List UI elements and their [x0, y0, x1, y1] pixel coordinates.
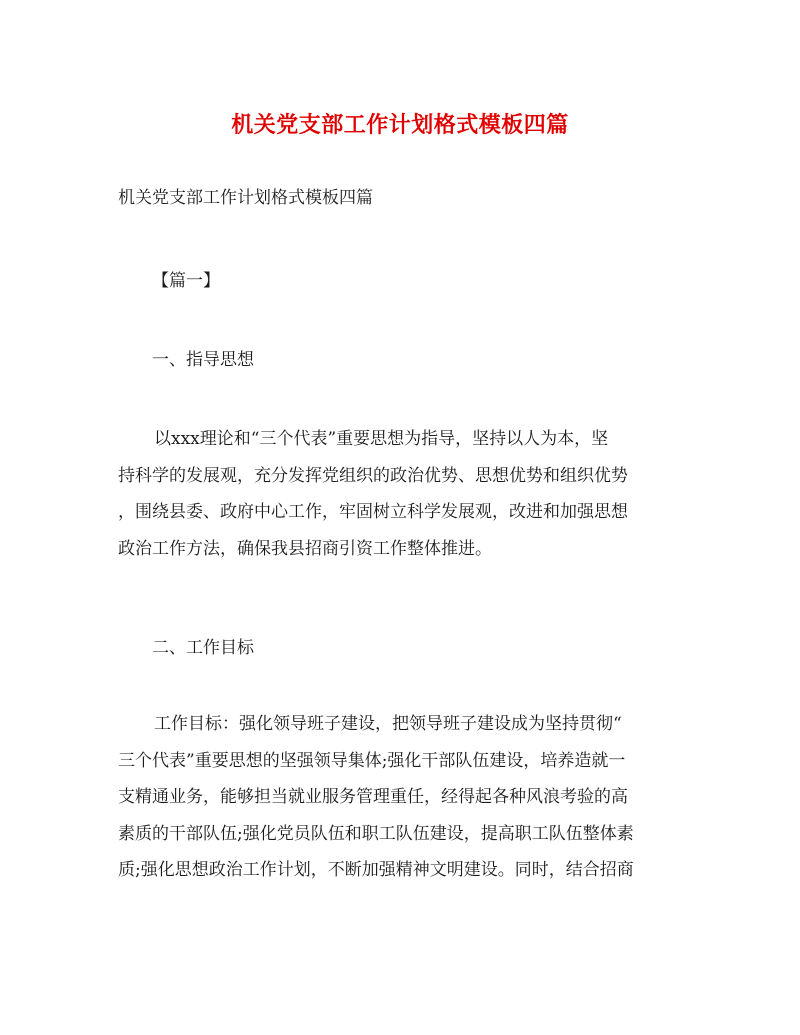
- paragraph-line: 三个代表”重要思想的坚强领导集体;强化干部队伍建设，培养造就一: [118, 750, 626, 771]
- paragraph-line: ，围绕县委、政府中心工作，牢固树立科学发展观，改进和加强思想: [118, 502, 628, 522]
- section-paragraph-guiding-ideology: [118, 421, 688, 567]
- paragraph-line: 政治工作方法，确保我县招商引资工作整体推进。: [118, 538, 492, 559]
- paragraph-line: 持科学的发展观，充分发挥党组织的政治优势、思想优势和组织优势: [118, 465, 628, 486]
- paragraph-line: 支精通业务，能够担当就业服务管理重任，经得起各种风浪考验的高: [118, 787, 628, 807]
- section-paragraph-work-goals: [118, 706, 688, 889]
- part-label: 【篇一】: [152, 271, 220, 291]
- paragraph-line: 质;强化思想政治工作计划，不断加强精神文明建设。同时，结合招商: [118, 860, 634, 880]
- paragraph-line: 素质的干部队伍;强化党员队伍和职工队伍建设，提高职工队伍整体素: [118, 823, 634, 844]
- document-title: 机关党支部工作计划格式模板四篇: [231, 112, 569, 138]
- paragraph-line: 工作目标：强化领导班子建设，把领导班子建设成为坚持贯彻“: [154, 714, 622, 734]
- paragraph-line: 以xxx理论和“三个代表”重要思想为指导，坚持以人为本，坚: [154, 429, 609, 449]
- section-heading-work-goals: 二、工作目标: [152, 638, 254, 658]
- section-heading-guiding-ideology: 一、指导思想: [152, 350, 254, 370]
- document-subtitle: 机关党支部工作计划格式模板四篇: [118, 188, 373, 208]
